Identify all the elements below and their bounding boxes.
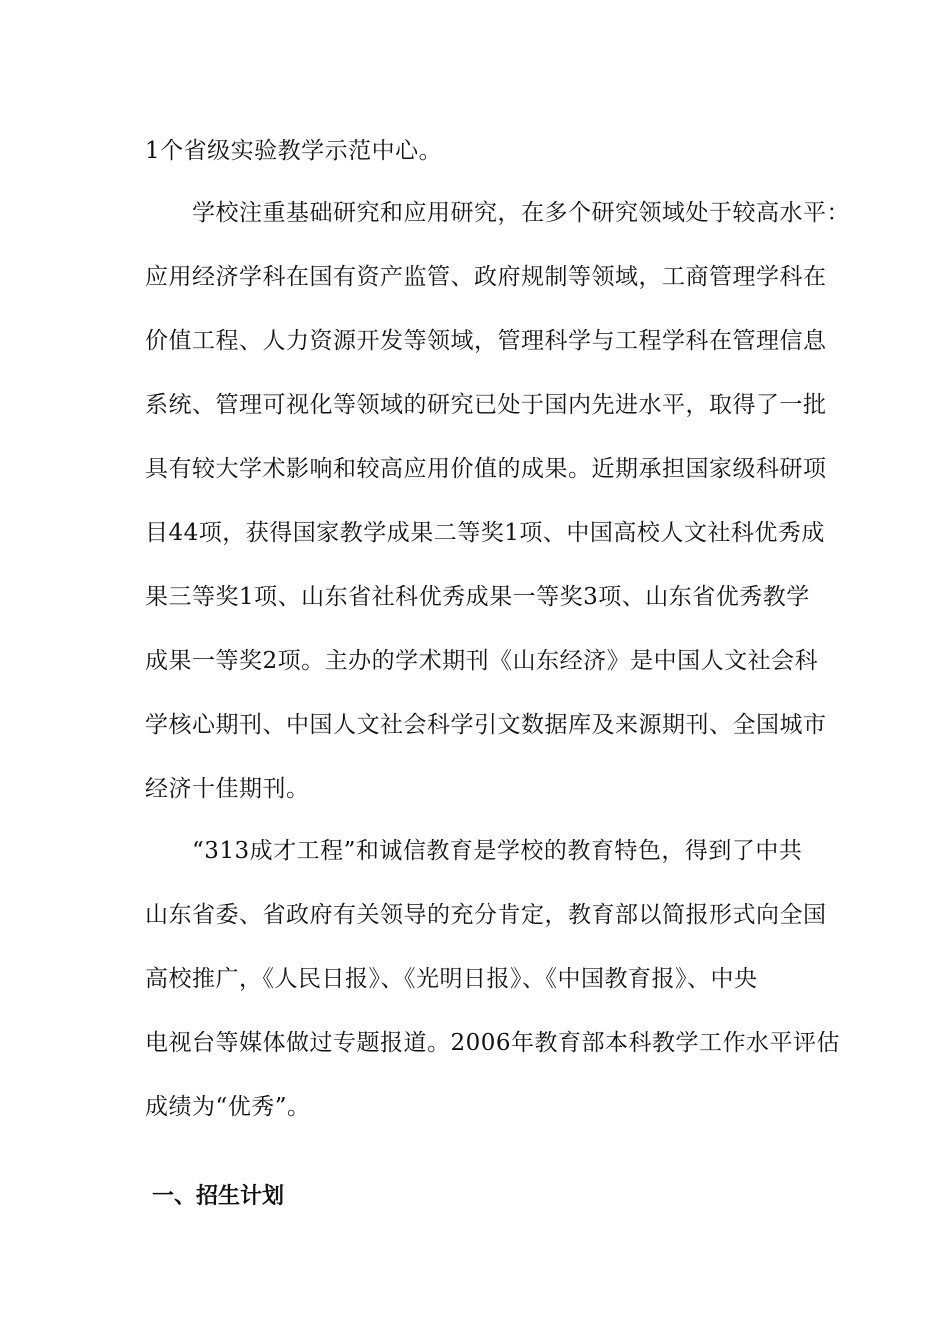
paragraph-line: 应用经济学科在国有资产监管、政府规制等领域，工商管理学科在 xyxy=(145,264,827,290)
paragraph-line: 山东省委、省政府有关领导的充分肯定，教育部以简报形式向全国 xyxy=(145,902,827,928)
paragraph-line: 1个省级实验教学示范中心。 xyxy=(145,138,443,164)
paragraph-line: 具有较大学术影响和较高应用价值的成果。近期承担国家级科研项 xyxy=(145,456,827,482)
section-heading: 一、招生计划 xyxy=(152,1184,285,1209)
paragraph-line: 高校推广，《人民日报》、《光明日报》、《中国教育报》、中央 xyxy=(145,966,758,992)
paragraph-line: 系统、管理可视化等领域的研究已处于国内先进水平，取得了一批 xyxy=(145,392,827,418)
paragraph-line: “313成才工程”和诚信教育是学校的教育特色，得到了中共 xyxy=(192,838,803,864)
paragraph-line: 学校注重基础研究和应用研究，在多个研究领域处于较高水平： xyxy=(192,200,850,226)
paragraph-line: 成果一等奖2项。主办的学术期刊《山东经济》是中国人文社会科 xyxy=(145,648,819,674)
paragraph-line: 果三等奖1项、山东省社科优秀成果一等奖3项、山东省优秀教学 xyxy=(145,584,810,610)
paragraph-line: 价值工程、人力资源开发等领域，管理科学与工程学科在管理信息 xyxy=(145,328,827,354)
paragraph-line: 学核心期刊、中国人文社会科学引文数据库及来源期刊、全国城市 xyxy=(145,712,827,738)
paragraph-line: 电视台等媒体做过专题报道。2006年教育部本科教学工作水平评估 xyxy=(145,1030,841,1056)
paragraph-line: 成绩为“优秀”。 xyxy=(145,1094,311,1120)
paragraph-line: 经济十佳期刊。 xyxy=(145,776,310,802)
paragraph-line: 目44项，获得国家教学成果二等奖1项、中国高校人文社科优秀成 xyxy=(145,520,825,546)
